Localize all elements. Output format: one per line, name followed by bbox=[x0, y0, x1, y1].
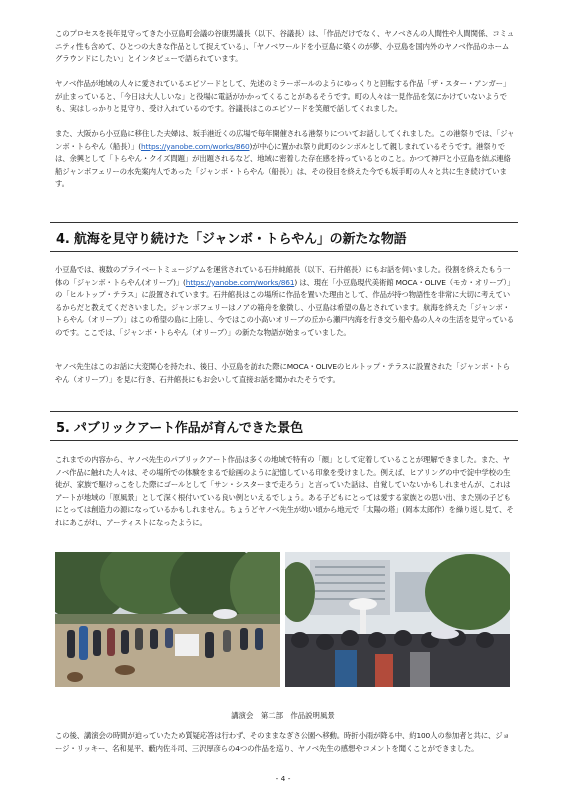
section-4-title: 4. 航海を見守り続けた「ジャンボ・トらやん」の新たな物語 bbox=[56, 232, 407, 247]
paragraph-4-text-b: ) は、現在「小豆島現代美術館 MOCA・OLIVE（モカ・オリーブ）」の「ヒルトップ・テラス」に設置されています。石井館長はこの場所に作品を置いた理由として、作品が持つ物語性を非常に大切に考えているからだと教えてくださいました。ジャンボフェリーはノアの箱舟を象徴し、小豆島は希望の島とされています。航海を終えた「ジャンボ・トらやん（オリーブ）」はこの希望の島に上陸し、今ではこの小高いオリーブの丘から瀬戸内海を行き交う船や島の人々の生活を見守っているのです。ここでは、「ジャンボ・トらやん（オリーブ）」の新たな物語が始まっていました。 bbox=[55, 277, 515, 337]
paragraph-4-text-a: 小豆島では、複数のプライベートミュージアムを運営されている石井純館長（以下、石井館長）にもお話を伺いました。役割を終えたもう一体の「ジャンボ・トらやん(オリーブ)」( bbox=[55, 265, 511, 287]
works-860-link[interactable]: https://yanobe.com/works/860 bbox=[140, 141, 250, 151]
building-crowd-photo-image bbox=[285, 552, 510, 687]
building-crowd-photo bbox=[285, 552, 510, 687]
section-5-title: 5. パブリックアート作品が育んできた景色 bbox=[56, 421, 303, 436]
works-861-link[interactable]: https://yanobe.com/works/861 bbox=[185, 277, 295, 287]
park-lecture-photo bbox=[55, 552, 280, 687]
paragraph-7: この後、講演会の時間が迫っていたため質疑応答は行わず、そのままなぎさ公園へ移動。時折小雨が降る中、約100人の参加者と共に、ジョージ・リッキー、名和晃平、藪内佐斗司、三沢厚彦らの4つの作品を巡り、ヤノベ先生の感想やコメントを聞くことができました。 bbox=[55, 731, 510, 753]
paragraph-6: これまでの内容から、ヤノベ先生のパブリックアート作品は多くの地域で特有の「顔」として定着していることが理解できました。また、ヤノベ作品に触れた人々は、その場所での体験をまるで絵画のように記憶している印象を受けました。例えば、ヒアリングの中で淀中学校の生徒が、家族で駆けっこをした際にゴールとして「サン・シスターまで走ろう」と言っていた話は、自覚していないかもしれませんが、これはアートが地域の「原風景」として深く根付いている良い例といえるでしょう。ある子どもにとっては愛する家族との思い出、また別の子どもにとっては創造力の源になっているかもしれません。ちょうどヤノベ先生が幼い頃から地元で「太陽の塔」(岡本太郎作）を繰り返し見て、それにあこがれ、アーティストになったように。 bbox=[55, 455, 514, 527]
photo-caption: 講演会 第二部 作品説明風景 bbox=[231, 711, 335, 720]
paragraph-4 bbox=[55, 264, 515, 340]
paragraph-5: ヤノベ先生はこのお話に大変関心を持たれ、後日、小豆島を訪れた際にMOCA・OLIVEのヒルトップ・テラスに設置された「ジャンボ・トらやん（オリーブ）」を見に行き、石井館長にもお会いして直接お話を聞かれたそうです。 bbox=[55, 362, 511, 384]
paragraph-3-text-b: )が中心に置かれ祭り此町のシンボルとして親しまれているそうです。港祭りでは、余興として「トらやん・クイズ問題」が出題されるなど、地域に密着した存在感を持っているとのこと。かつて神戸と小豆島を結ぶ連絡船ジャンボフェリーの水先案内人であった「ジャンボ・トらやん（船長）」は、その役目を終えた今でも坂手町の人々と共に生き続けています。 bbox=[55, 141, 511, 189]
paragraph-2: ヤノベ作品が地域の人々に愛されているエピソードとして、先述のミラーボールのようにゆっくりと回転する作品「ザ・スター・アンガー」が止まっていると、「今日は大人しいな」と役場に電話がかかってくることがあるそうです。町の人々は一見作品を気にかけていないようでも、実はしっかりと見守り、受け入れているのです。谷議長はこのエピソードを笑顔で話してくれました。 bbox=[55, 79, 511, 114]
paragraph-1: このプロセスを長年見守ってきた小豆島町会議の谷康男議長（以下、谷議長）は、「作品だけでなく、ヤノベさんの人間性や人間関係、コミュニティ性も含めて、ひとつの大きな作品として捉えている」、「ヤノベワールドを小豆島に築くのが夢、小豆島を国内外のヤノベ作品のホームグラウンドにしたい」とインタビューで語られています。 bbox=[55, 29, 514, 64]
paragraph-3-text-a: また、大阪から小豆島に移住した夫婦は、坂手港近くの広場で毎年開催される港祭りについてお話ししてくれました。この港祭りでは、「ジャンボ・トらやん（船長）」( bbox=[55, 129, 515, 151]
section-4-header bbox=[50, 222, 518, 252]
page-number: - 4 - bbox=[275, 774, 291, 783]
park-lecture-photo-image bbox=[55, 552, 280, 687]
section-5-header bbox=[50, 411, 518, 441]
paragraph-3 bbox=[55, 128, 515, 191]
